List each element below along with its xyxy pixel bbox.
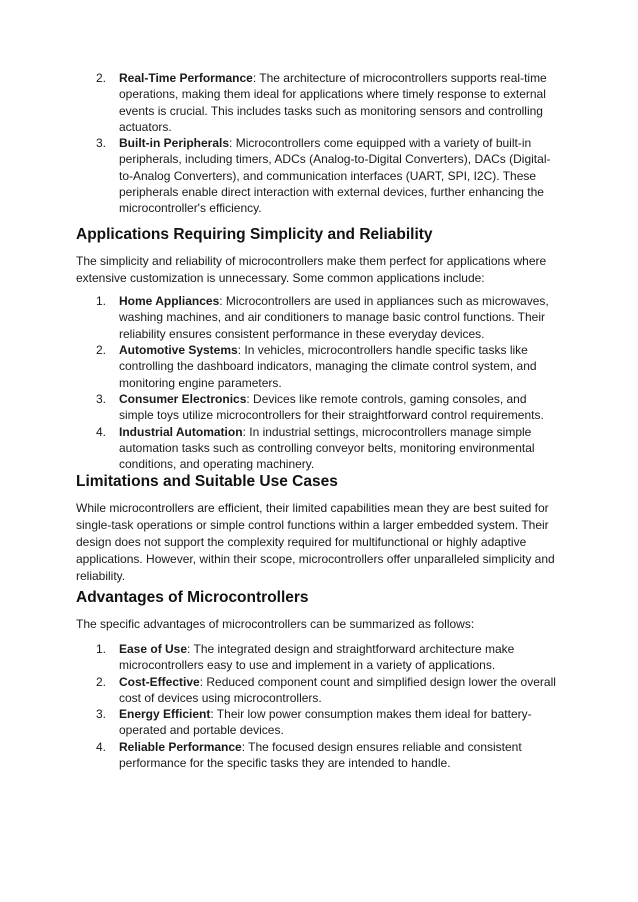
list-text: : In industrial settings, microcontrollers manage simple automation tasks such as controlling conveyor belts, monitoring environmental conditions, and operating machinery.	[119, 424, 535, 472]
list-text: : The integrated design and straightforward architecture make microcontrollers easy to use and implement in a variety of applications.	[119, 642, 515, 673]
list-text: : The architecture of microcontrollers supports real-time operations, making them ideal for applications where timely response to external events is crucial. This includes tasks such as monitoring sensors and controlling actuators.	[119, 71, 547, 134]
list-text: : In vehicles, microcontrollers handle specific tasks like controlling the dashboard indicators, managing the climate control system, and monitoring engine parameters.	[119, 343, 537, 390]
list-number: 3.	[96, 136, 107, 150]
top-list	[76, 70, 556, 216]
top-list-section	[76, 70, 556, 216]
list-item	[76, 342, 556, 391]
list-term: Ease of Use	[119, 642, 188, 656]
list-number: 2.	[96, 71, 107, 85]
list-number: 4.	[96, 424, 107, 439]
list-term: Automotive Systems	[119, 343, 238, 357]
advantages-list	[76, 641, 556, 771]
section-heading: Advantages of Microcontrollers	[76, 589, 309, 606]
list-text: : The focused design ensures reliable and consistent performance for the specific tasks they are intended to handle.	[119, 739, 522, 770]
advantages-section	[76, 588, 556, 608]
list-term: Home Appliances	[119, 294, 220, 308]
list-number: 3.	[96, 392, 107, 406]
list-number: 1.	[96, 294, 107, 308]
list-item	[76, 674, 556, 707]
paragraph: The simplicity and reliability of microcontrollers make them perfect for applications where extensive customization is unnecessary. Some common applications include:	[76, 254, 547, 285]
list-item	[76, 391, 556, 424]
limitations-section	[76, 472, 556, 492]
list-text: : Reduced component count and simplified design lower the overall cost of devices using microcontrollers.	[119, 674, 556, 705]
applications-list	[76, 293, 556, 472]
list-item	[76, 424, 556, 473]
list-term: Reliable Performance	[119, 739, 242, 754]
list-term: Cost-Effective	[119, 674, 200, 689]
limitations-body	[76, 500, 556, 585]
list-number: 2.	[96, 674, 107, 689]
paragraph: While microcontrollers are efficient, their limited capabilities mean they are best suited for single-task operations or simple control functions within a larger embedded system. Their design does not support the complexity required for multifunctional or highly adaptive applications. However, within their scope, microcontrollers offer unparalleled simplicity and reliability.	[76, 501, 555, 583]
list-term: Built-in Peripherals	[119, 136, 230, 150]
paragraph: The specific advantages of microcontrollers can be summarized as follows:	[76, 617, 475, 631]
list-number: 4.	[96, 739, 107, 754]
list-number: 1.	[96, 642, 107, 656]
applications-intro	[76, 253, 556, 287]
list-term: Energy Efficient	[119, 707, 211, 721]
list-item	[76, 293, 556, 342]
list-text: : Microcontrollers are used in appliances such as microwaves, washing machines, and air conditioners to manage basic control functions. Their reliability ensures consistent performance in these everyday devices.	[119, 294, 549, 341]
applications-list-wrap	[76, 293, 556, 472]
advantages-list-wrap	[76, 641, 556, 771]
list-text: : Devices like remote controls, gaming consoles, and simple toys utilize microcontrollers for their straightforward control requirements.	[119, 392, 544, 423]
list-item	[76, 70, 556, 135]
list-item	[76, 641, 556, 674]
list-term: Real-Time Performance	[119, 71, 253, 85]
list-item	[76, 135, 556, 216]
list-term: Industrial Automation	[119, 424, 243, 439]
list-number: 2.	[96, 343, 107, 357]
list-text: : Their low power consumption makes them ideal for battery-operated and portable devices.	[119, 707, 532, 738]
list-item	[76, 706, 556, 739]
section-heading: Limitations and Suitable Use Cases	[76, 473, 338, 490]
list-term: Consumer Electronics	[119, 392, 247, 406]
list-number: 3.	[96, 707, 107, 721]
list-text: : Microcontrollers come equipped with a variety of built-in peripherals, including timers, ADCs (Analog-to-Digital Converters), DACs (Digital-to-Analog Converters), and communication interfaces (UART, SPI, I2C). These peripherals enable direct interaction with external devices, further enhancing the microcontroller's efficiency.	[119, 136, 551, 216]
list-item	[76, 739, 556, 772]
applications-section	[76, 225, 556, 245]
section-heading: Applications Requiring Simplicity and Reliability	[76, 226, 433, 243]
advantages-intro	[76, 616, 556, 633]
